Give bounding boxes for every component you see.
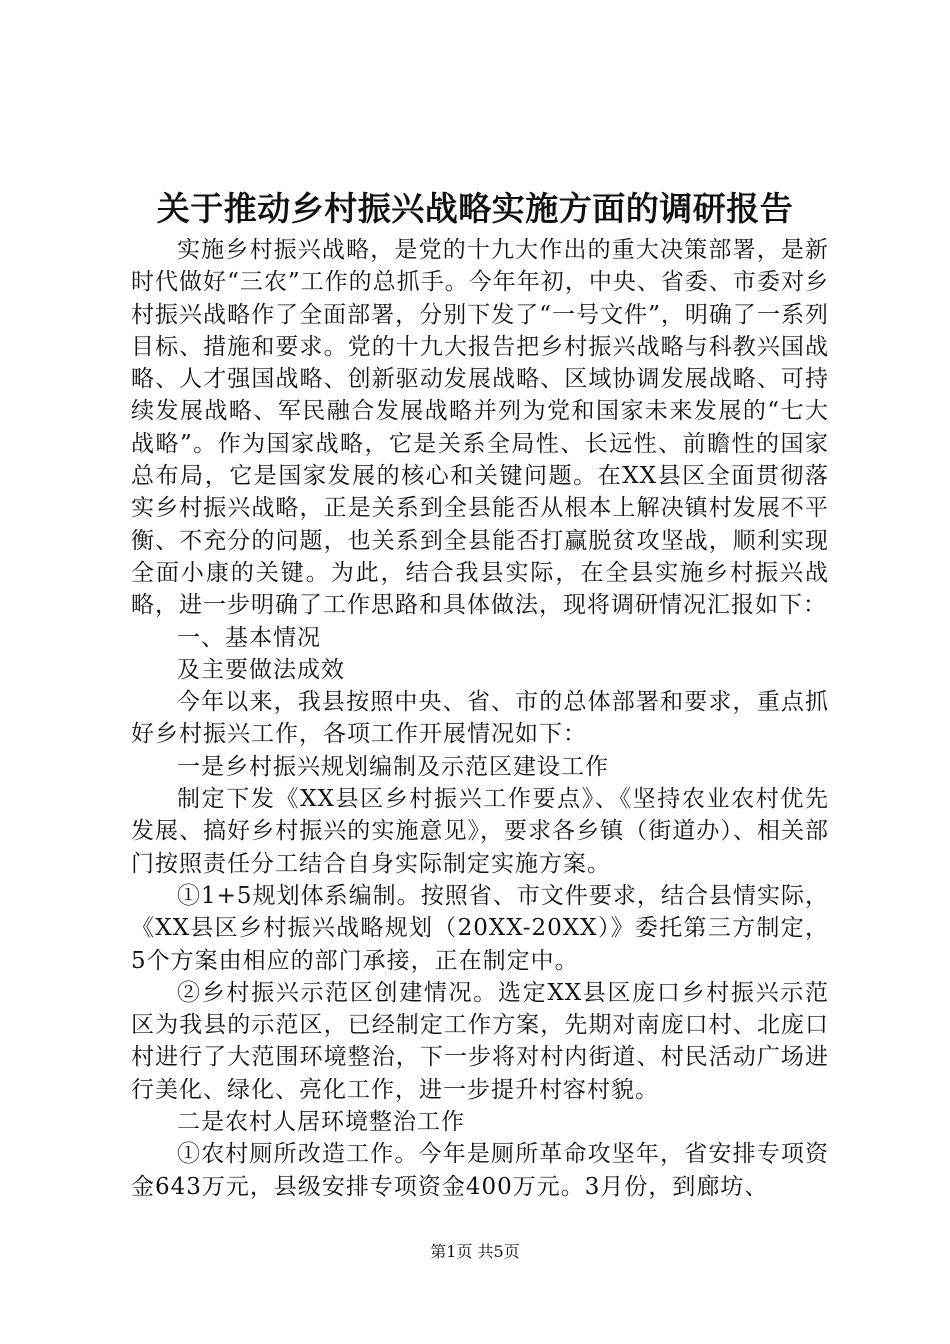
subheading-planning: 一是乡村振兴规划编制及示范区建设工作 bbox=[177, 753, 609, 780]
section-heading-measures: 及主要做法成效 bbox=[177, 656, 345, 683]
paragraph-plan-system: ①1+5规划体系编制。按照省、市文件要求，结合县情实际，《XX县区乡村振兴战略规划（20XX-20XX）》委托第三方制定，5个方案由相应的部门承接，正在制定中。 bbox=[131, 882, 829, 974]
page-footer: 第1页 共5页 bbox=[430, 1242, 520, 1261]
document-body bbox=[131, 234, 829, 1203]
paragraph-planning: 制定下发《XX县区乡村振兴工作要点》、《坚持农业农村优先发展、搞好乡村振兴的实施意见》，要求各乡镇（街道办）、相关部门按照责任分工结合自身实际制定实施方案。 bbox=[131, 786, 829, 877]
paragraph-demo-zone: ②乡村振兴示范区创建情况。选定XX县区庞口乡村振兴示范区为我县的示范区，已经制定工作方案，先期对南庞口村、北庞口村进行了大范围环境整治，下一步将对村内街道、村民活动广场进行美化、绿化、亮化工作，进一步提升村容村貌。 bbox=[131, 979, 829, 1103]
document-title: 关于推动乡村振兴战略实施方面的调研报告 bbox=[156, 189, 794, 228]
paragraph-intro: 实施乡村振兴战略，是党的十九大作出的重大决策部署，是新时代做好“三农”工作的总抓手。今年年初，中央、省委、市委对乡村振兴战略作了全面部署，分别下发了“一号文件”，明确了一系列目标、措施和要求。党的十九大报告把乡村振兴战略与科教兴国战略、人才强国战略、创新驱动发展战略、区域协调发展战略、可持续发展战略、军民融合发展战略并列为党和国家未来发展的“七大战略”。作为国家战略，它是关系全局性、长远性、前瞻性的国家总布局，它是国家发展的核心和关键问题。在XX县区全面贯彻落实乡村振兴战略，正是关系到全县能否从根本上解决镇村发展不平衡、不充分的问题，也关系到全县能否打赢脱贫攻坚战，顺利实现全面小康的关键。为此，结合我县实际，在全县实施乡村振兴战略，进一步明确了工作思路和具体做法，现将调研情况汇报如下： bbox=[131, 237, 829, 619]
section-heading-basic: 一、基本情况 bbox=[177, 624, 321, 651]
paragraph-overview: 今年以来，我县按照中央、省、市的总体部署和要求，重点抓好乡村振兴工作，各项工作开展情况如下： bbox=[131, 689, 829, 748]
paragraph-toilet: ①农村厕所改造工作。今年是厕所革命攻坚年，省安排专项资金643万元，县级安排专项资金400万元。3月份，到廊坊、 bbox=[131, 1141, 829, 1200]
subheading-environment: 二是农村人居环境整治工作 bbox=[177, 1109, 465, 1136]
